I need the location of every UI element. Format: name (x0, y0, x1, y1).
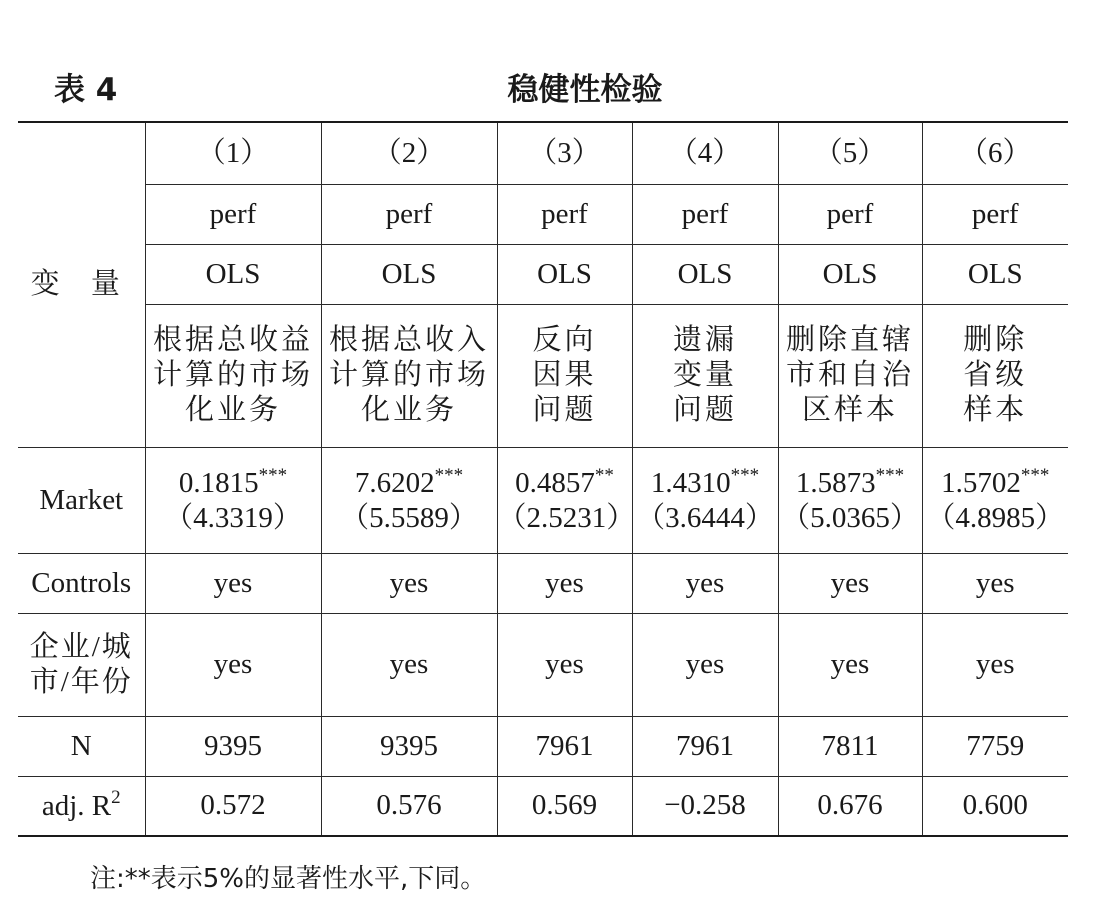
observations-value: 7811 (778, 716, 922, 776)
description-line: 反向 (532, 324, 597, 357)
row-label-controls: Controls (18, 553, 145, 613)
description-line: 样本 (963, 393, 1028, 426)
column-number: （2） (321, 122, 497, 184)
description-line: 根据总收入 (328, 324, 489, 357)
column-description (922, 304, 1068, 447)
fixed-effects-value: yes (321, 613, 497, 716)
coefficient: 1.5702 (941, 466, 1021, 499)
description-row (18, 304, 1068, 447)
column-number: （1） (145, 122, 321, 184)
market-estimate (145, 447, 321, 553)
description-line: 问题 (532, 393, 597, 426)
fixed-effects-value: yes (145, 613, 321, 716)
market-estimate (321, 447, 497, 553)
description-line: 遗漏 (672, 324, 737, 357)
adj-r2-superscript: 2 (111, 787, 121, 809)
controls-row (18, 553, 1068, 613)
controls-value: yes (321, 553, 497, 613)
row-label-fixed-effects (18, 613, 145, 716)
dependent-variable: perf (778, 184, 922, 244)
description-line: 区样本 (801, 393, 898, 426)
controls-value: yes (497, 553, 632, 613)
adj-r2-row (18, 776, 1068, 836)
adj-r2-value: 0.676 (778, 776, 922, 836)
fixed-effects-value: yes (632, 613, 778, 716)
description-line: 问题 (672, 393, 737, 426)
fixed-effects-row (18, 613, 1068, 716)
description-line: 省级 (963, 359, 1028, 392)
column-description (497, 304, 632, 447)
dependent-variable: perf (145, 184, 321, 244)
dependent-variable-row (18, 184, 1068, 244)
significance-stars: ** (594, 464, 614, 486)
adj-r2-value: 0.572 (145, 776, 321, 836)
controls-value: yes (778, 553, 922, 613)
market-estimate (922, 447, 1068, 553)
controls-value: yes (145, 553, 321, 613)
results-table (18, 121, 1068, 837)
fixed-effects-value: yes (922, 613, 1068, 716)
significance-stars: *** (875, 464, 905, 486)
table-number: 表 4 (54, 72, 118, 108)
description-line: 删除 (963, 324, 1028, 357)
estimation-method: OLS (632, 244, 778, 304)
estimation-method: OLS (497, 244, 632, 304)
column-number: （4） (632, 122, 778, 184)
coefficient: 0.4857 (515, 466, 595, 499)
description-line: 计算的市场 (328, 359, 489, 392)
column-description (145, 304, 321, 447)
method-row (18, 244, 1068, 304)
adj-r2-value: −0.258 (632, 776, 778, 836)
dependent-variable: perf (632, 184, 778, 244)
significance-stars: *** (258, 464, 288, 486)
observations-value: 9395 (145, 716, 321, 776)
coefficient: 0.1815 (178, 466, 259, 499)
column-description (632, 304, 778, 447)
observations-value: 7961 (497, 716, 632, 776)
estimation-method: OLS (321, 244, 497, 304)
description-line: 化业务 (360, 393, 457, 426)
description-line: 删除直辖 (785, 324, 914, 357)
t-statistic: （5.0365） (781, 501, 919, 534)
estimation-method: OLS (145, 244, 321, 304)
column-description (321, 304, 497, 447)
estimation-method: OLS (922, 244, 1068, 304)
row-label-market: Market (18, 447, 145, 553)
t-statistic: （2.5231） (497, 501, 636, 534)
dependent-variable: perf (922, 184, 1068, 244)
adj-r2-value: 0.569 (497, 776, 632, 836)
description-line: 因果 (532, 359, 597, 392)
row-label-adj-r2 (18, 776, 145, 836)
row-label-n: N (18, 716, 145, 776)
coefficient: 1.5873 (795, 466, 876, 499)
column-number: （5） (778, 122, 922, 184)
adj-r2-label: adj. R (41, 790, 112, 823)
coefficient: 1.4310 (650, 466, 731, 499)
table-title: 稳健性检验 (507, 72, 663, 108)
fixed-effects-label-line: 企业/城 (29, 630, 133, 663)
observations-value: 9395 (321, 716, 497, 776)
variable-header: 变 量 (18, 122, 145, 447)
table-note: 注:**表示5%的显著性水平,下同。 (90, 864, 487, 894)
significance-stars: *** (1020, 464, 1050, 486)
fixed-effects-label-line: 市/年份 (29, 665, 133, 698)
controls-value: yes (632, 553, 778, 613)
description-line: 市和自治 (785, 359, 914, 392)
market-estimate (778, 447, 922, 553)
t-statistic: （3.6444） (636, 501, 774, 534)
controls-value: yes (922, 553, 1068, 613)
dependent-variable: perf (497, 184, 632, 244)
column-number: （3） (497, 122, 632, 184)
observations-value: 7961 (632, 716, 778, 776)
market-row (18, 447, 1068, 553)
dependent-variable: perf (321, 184, 497, 244)
observations-row (18, 716, 1068, 776)
column-number: （6） (922, 122, 1068, 184)
market-estimate (497, 447, 636, 553)
description-line: 计算的市场 (152, 359, 313, 392)
description-line: 变量 (672, 359, 737, 392)
fixed-effects-value: yes (497, 613, 632, 716)
market-estimate (632, 447, 778, 553)
significance-stars: *** (434, 464, 464, 486)
column-number-row (18, 122, 1068, 184)
column-description (778, 304, 922, 447)
coefficient: 7.6202 (354, 466, 435, 499)
adj-r2-value: 0.576 (321, 776, 497, 836)
estimation-method: OLS (778, 244, 922, 304)
t-statistic: （4.8985） (926, 501, 1065, 534)
significance-stars: *** (730, 464, 760, 486)
adj-r2-value: 0.600 (922, 776, 1068, 836)
observations-value: 7759 (922, 716, 1068, 776)
t-statistic: （4.3319） (164, 501, 302, 534)
fixed-effects-value: yes (778, 613, 922, 716)
description-line: 根据总收益 (152, 324, 313, 357)
t-statistic: （5.5589） (340, 501, 478, 534)
description-line: 化业务 (184, 393, 281, 426)
